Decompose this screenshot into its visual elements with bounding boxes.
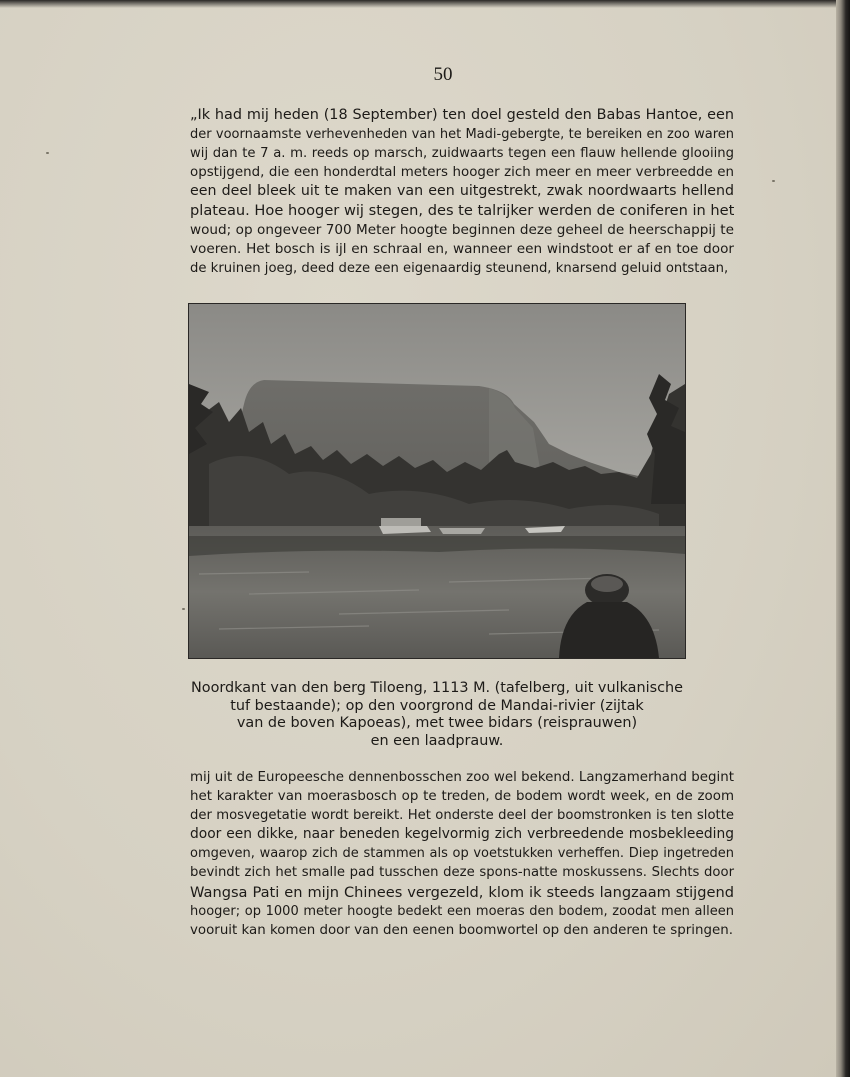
landscape-photo [189,304,685,658]
paper-speck [182,608,185,610]
person-head-highlight [591,576,623,592]
text-line: opstijgend, die een honderdtal meters hooger zich meer en meer verbreedde en [190,165,734,181]
halftone-photograph [188,303,686,659]
text-line: bevindt zich het smalle pad tusschen deze spons-natte moskussens. Slechts door [190,865,734,881]
text-line: hooger; op 1000 meter hoogte bedekt een moeras den bodem, zoodat men alleen [190,903,734,919]
caption-line: van de boven Kapoeas), met twee bidars (reisprauwen) [236,715,638,732]
text-line: plateau. Hoe hooger wij stegen, des te talrijker werden de coniferen in het [190,202,735,220]
text-line: mij uit de Europeesche dennenbosschen zoo wel bekend. Langzamerhand begint [190,770,734,785]
text-line: der mosvegetatie wordt bereikt. Het onderste deel der boomstronken is ten slotte [190,808,734,824]
text-line: woud; op ongeveer 700 Meter hoogte beginnen deze geheel de heerschappij te [190,221,734,238]
text-line: der voornaamste verhevenheden van het Madi-gebergte, te bereiken en zoo waren [190,127,734,143]
text-line: wij dan te 7 a. m. reeds op marsch, zuidwaarts tegen een flauw hellende glooiing [190,146,734,162]
figure-caption [190,680,684,750]
paragraph-bottom [190,768,734,940]
caption-line: tuf bestaande); op den voorgrond de Mandai-rivier (zijtak [230,697,644,714]
text-line: door een dikke, naar beneden kegelvormig zich verbreedende mosbekleeding [190,826,734,843]
boat-bidar-2 [439,528,485,534]
text-line: Wangsa Pati en mijn Chinees vergezeld, klom ik steeds langzaam stijgend [190,883,734,901]
text-line: het karakter van moerasbosch op te treden, de bodem wordt week, en de zoom [190,789,734,805]
text-line: de kruinen joeg, deed deze een eigenaardig steunend, knarsend geluid ontstaan, [190,260,729,276]
paragraph-top [190,106,734,278]
book-spine-edge [836,0,850,1077]
text-line: „Ik had mij heden (18 September) ten doel gesteld den Babas Hantoe, een [190,107,734,123]
paper-speck [46,152,49,154]
text-line: omgeven, waarop zich de stammen als op voetstukken verheffen. Diep ingetreden [190,846,734,862]
page-number: 50 [433,64,453,85]
text-line: voeren. Het bosch is ijl en schraal en, wanneer een windstoot er af en toe door [190,240,734,257]
text-line: vooruit kan komen door van den eenen boomwortel op den anderen te springen. [190,922,733,938]
boat-roof-1 [381,518,421,526]
text-line: een deel bleek uit te maken van een uitgestrekt, zwak noordwaarts hellend [190,183,734,200]
page-top-shadow [0,0,836,8]
caption-line: Noordkant van den berg Tiloeng, 1113 M. (tafelberg, uit vulkanische [191,680,683,696]
paper-speck [772,180,775,182]
caption-line: en een laadprauw. [370,732,504,749]
